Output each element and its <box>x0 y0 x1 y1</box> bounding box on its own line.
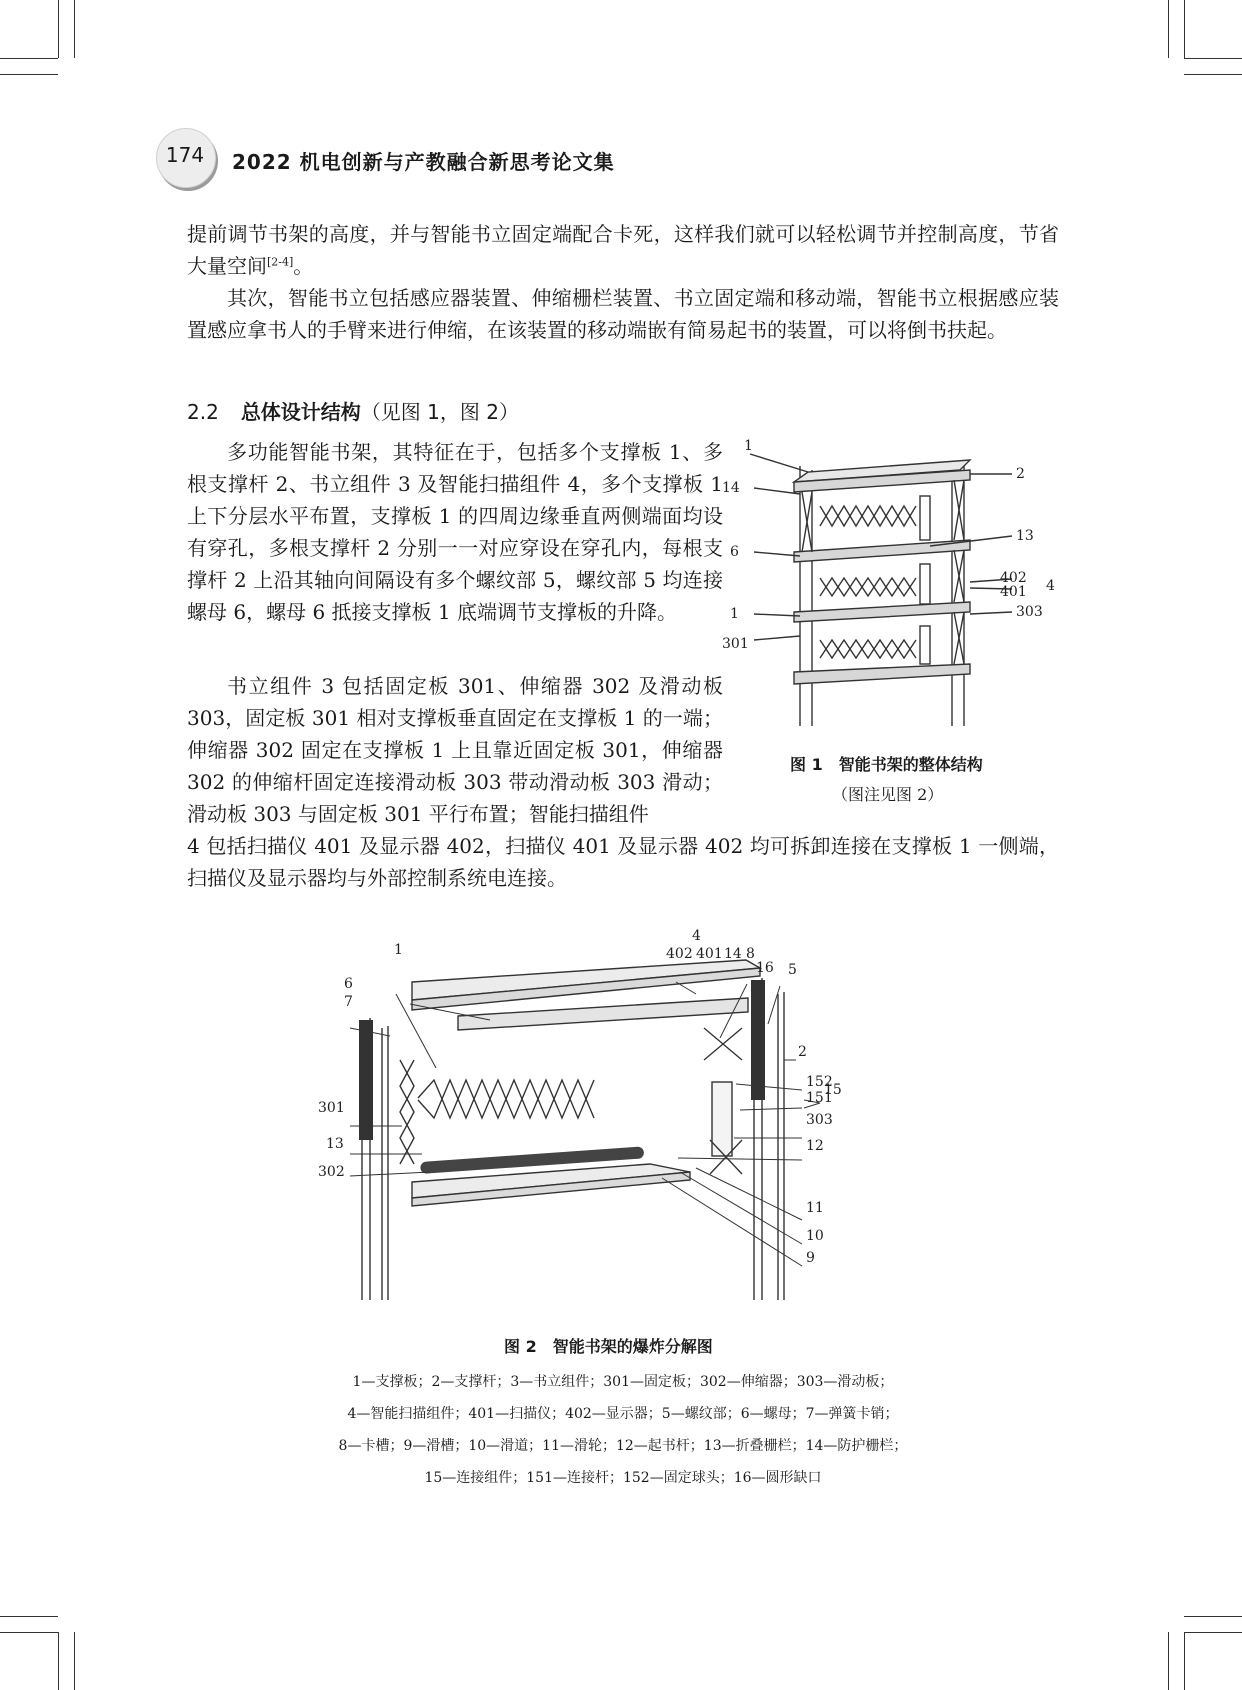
fig2-label-4: 4 <box>692 928 701 944</box>
fig2-label-16: 16 <box>756 960 774 976</box>
fig2-thread-right <box>751 980 765 1100</box>
fig1-label-1-mid: 1 <box>730 606 739 622</box>
paragraph-1-text: 提前调节书架的高度，并与智能书立固定端配合卡死，这样我们就可以轻松调节并控制高度，节省大量空间 <box>187 222 1059 278</box>
crop-mark <box>1184 1616 1242 1617</box>
paragraph-1 <box>187 218 1059 282</box>
fig2-label-14: 14 <box>724 946 742 962</box>
crop-mark <box>1184 1632 1242 1633</box>
fig1-label-401: 401 <box>1000 584 1027 600</box>
fig1-label-303: 303 <box>1016 604 1043 620</box>
fig2-label-8: 8 <box>746 946 755 962</box>
paragraph-4a: 书立组件 3 包括固定板 301、伸缩器 302 及滑动板 303，固定板 301 相对支撑板垂直固定在支撑板 1 的一端；伸缩器 302 固定在支撑板 1 上且靠近固定板 301，伸缩器 302 的伸缩杆固定连接滑动板 303 带动滑动板 303 滑动；滑动板 303 与固定板 301 平行布置；智能扫描组件 <box>187 674 723 826</box>
fig2-label-13: 13 <box>326 1136 344 1152</box>
crop-mark <box>58 1632 59 1690</box>
figure-1-drawing <box>720 436 1060 736</box>
crop-mark <box>0 58 58 59</box>
crop-mark <box>1184 1632 1185 1690</box>
figure-2-legend-line-4: 15—连接组件；151—连接杆；152—固定球头；16—圆形缺口 <box>424 1470 822 1486</box>
figure-2-legend-line-2: 4—智能扫描组件；401—扫描仪；402—显示器；5—螺纹部；6—螺母；7—弹簧卡销； <box>347 1406 899 1422</box>
crop-mark <box>1168 1632 1169 1690</box>
fig2-label-7: 7 <box>344 994 353 1010</box>
crop-mark <box>0 74 58 75</box>
fig1-label-301: 301 <box>722 636 749 652</box>
fig1-label-6: 6 <box>730 544 739 560</box>
figure-2-caption: 图 2 智能书架的爆炸分解图 <box>504 1337 713 1356</box>
figure-1-note: （图注见图 2） <box>832 785 944 804</box>
crop-mark <box>1184 58 1242 59</box>
paragraph-3: 多功能智能书架，其特征在于，包括多个支撑板 1、多根支撑杆 2、书立组件 3 及智能扫描组件 4，多个支撑板 1 上下分层水平布置，支撑板 1 的四周边缘垂直两侧端面均设有穿孔，多根支撑杆 2 分别一一对应穿设在穿孔内，每根支撑杆 2 上沿其轴向间隔设有多个螺纹部 5，螺纹部 5 均连接螺母 6，螺母 6 抵接支撑板 1 底端调节支撑板的升降。 <box>187 440 723 624</box>
fig2-label-151: 151 <box>806 1090 833 1106</box>
crop-mark <box>74 1632 75 1690</box>
crop-mark <box>1168 0 1169 58</box>
fig1-label-13: 13 <box>1016 528 1034 544</box>
fig2-label-303: 303 <box>806 1112 833 1128</box>
fig2-label-5: 5 <box>788 962 797 978</box>
fig2-label-15: 15 <box>824 1082 842 1098</box>
section-title: 总体设计结构 <box>240 400 361 424</box>
figure-1 <box>720 436 1060 736</box>
section-figure-ref: （见图 1，图 2） <box>360 400 519 424</box>
fig2-thread-left <box>359 1020 373 1140</box>
fig2-label-301: 301 <box>318 1100 345 1116</box>
fig2-label-152: 152 <box>806 1074 833 1090</box>
fig1-label-14: 14 <box>722 480 740 496</box>
fig2-label-6: 6 <box>344 976 353 992</box>
fig2-label-10: 10 <box>806 1228 824 1244</box>
running-title: 2022 机电创新与产教融合新思考论文集 <box>232 150 615 174</box>
figure-2 <box>310 910 950 1310</box>
fig2-label-9: 9 <box>806 1250 815 1266</box>
crop-mark <box>74 0 75 58</box>
figure-1-caption: 图 1 智能书架的整体结构 <box>790 755 983 774</box>
paragraph-1-end: 。 <box>293 254 314 278</box>
section-heading <box>187 396 519 425</box>
crop-mark <box>0 1616 58 1617</box>
fig1-label-402: 402 <box>1000 570 1027 586</box>
fig2-label-2: 2 <box>798 1044 807 1060</box>
citation[interactable]: [2-4] <box>267 255 294 269</box>
paragraph-2: 其次，智能书立包括感应器装置、伸缩栅栏装置、书立固定端和移动端，智能书立根据感应装置感应拿书人的手臂来进行伸缩，在该装置的移动端嵌有简易起书的装置，可以将倒书扶起。 <box>187 286 1059 342</box>
crop-mark <box>58 0 59 58</box>
figure-2-drawing <box>310 910 950 1310</box>
section-number: 2.2 <box>187 400 219 424</box>
crop-mark <box>1184 0 1185 58</box>
page-number: 174 <box>165 143 205 167</box>
fig2-label-1: 1 <box>394 942 403 958</box>
paragraph-4b: 4 包括扫描仪 401 及显示器 402，扫描仪 401 及显示器 402 均可拆卸连接在支撑板 1 一侧端，扫描仪及显示器均与外部控制系统电连接。 <box>187 834 1059 890</box>
figure-2-legend-line-1: 1—支撑板；2—支撑杆；3—书立组件；301—固定板；302—伸缩器；303—滑动板； <box>352 1374 894 1390</box>
fig2-label-302: 302 <box>318 1164 345 1180</box>
fig2-label-11: 11 <box>806 1200 824 1216</box>
fig2-label-401: 401 <box>696 946 723 962</box>
fig2-label-402: 402 <box>666 946 693 962</box>
fig1-label-2: 2 <box>1016 466 1025 482</box>
fig1-label-1: 1 <box>744 438 753 454</box>
crop-mark <box>1184 74 1242 75</box>
figure-2-legend-line-3: 8—卡槽；9—滑槽；10—滑道；11—滑轮；12—起书杆；13—折叠栅栏；14—防护栅栏； <box>338 1438 908 1454</box>
fig2-label-12: 12 <box>806 1138 824 1154</box>
crop-mark <box>0 1632 58 1633</box>
fig1-label-4: 4 <box>1046 578 1055 594</box>
